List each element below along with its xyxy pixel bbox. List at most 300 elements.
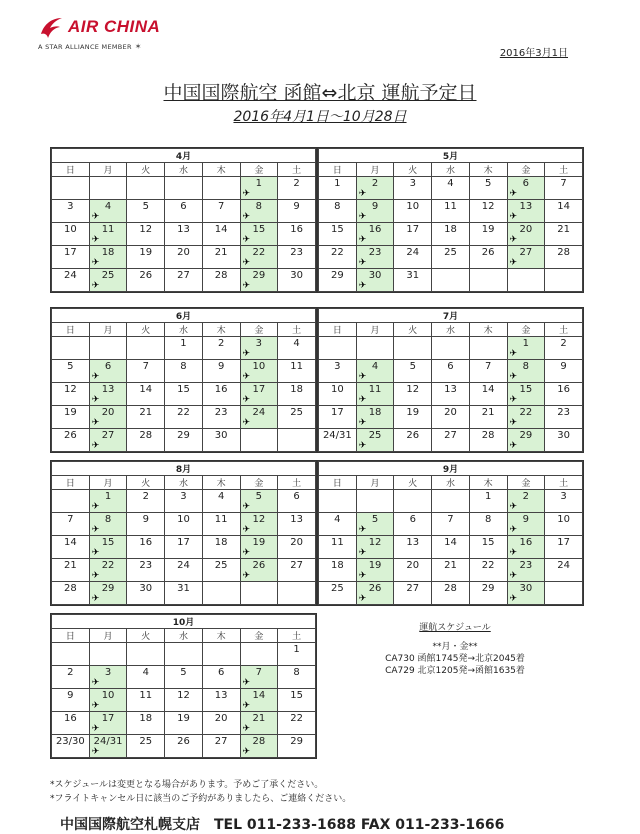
day-cell xyxy=(507,383,545,406)
day-number: 29 xyxy=(519,430,533,441)
day-cell xyxy=(165,689,203,712)
day-cell xyxy=(356,269,394,292)
day-cell xyxy=(240,490,278,513)
weekday-label: 木 xyxy=(469,163,507,177)
day-cell xyxy=(319,513,357,536)
weekday-label: 火 xyxy=(127,163,165,177)
day-number: 3 xyxy=(67,201,74,212)
weekday-label: 火 xyxy=(127,629,165,643)
day-cell xyxy=(394,383,432,406)
day-cell xyxy=(202,177,240,200)
day-cell xyxy=(240,383,278,406)
day-number: 7 xyxy=(484,361,492,372)
day-cell xyxy=(278,582,316,605)
airplane-icon: ✈ xyxy=(242,258,251,268)
day-number: 16 xyxy=(557,384,570,395)
airplane-icon: ✈ xyxy=(358,372,367,382)
day-cell xyxy=(319,337,357,360)
day-number: 5 xyxy=(409,361,416,372)
day-number: 2 xyxy=(217,338,225,349)
airplane-icon: ✈ xyxy=(91,678,100,688)
day-cell xyxy=(240,666,278,689)
day-number: 25 xyxy=(214,560,228,571)
month-calendar xyxy=(50,147,317,293)
day-cell xyxy=(240,712,278,735)
day-number: 30 xyxy=(368,270,382,281)
day-cell xyxy=(240,269,278,292)
month-name: 4月 xyxy=(52,149,316,163)
day-number: 23/30 xyxy=(55,736,85,747)
weekday-label: 月 xyxy=(89,629,127,643)
day-number: 10 xyxy=(177,514,190,525)
day-cell xyxy=(319,383,357,406)
air-china-logo xyxy=(38,14,198,66)
day-number: 10 xyxy=(101,690,115,701)
day-cell xyxy=(165,712,203,735)
day-number: 18 xyxy=(139,713,153,724)
day-number: 15 xyxy=(252,224,266,235)
airplane-icon: ✈ xyxy=(242,349,251,359)
day-number: 2 xyxy=(67,667,74,678)
phoenix-logo-icon xyxy=(38,14,64,40)
day-number: 22 xyxy=(519,407,533,418)
day-cell xyxy=(52,177,90,200)
day-number: 6 xyxy=(447,361,454,372)
day-cell xyxy=(240,246,278,269)
day-cell xyxy=(52,337,90,360)
day-number: 23 xyxy=(519,560,533,571)
day-cell xyxy=(278,666,316,689)
day-number: 11 xyxy=(214,514,228,525)
month-calendar xyxy=(50,460,317,606)
day-cell xyxy=(356,406,394,429)
day-cell xyxy=(89,406,127,429)
day-cell xyxy=(202,582,240,605)
month-name: 8月 xyxy=(52,462,316,476)
day-cell xyxy=(89,582,127,605)
day-number: 9 xyxy=(142,514,149,525)
day-cell xyxy=(127,536,165,559)
day-cell xyxy=(356,360,394,383)
day-number: 26 xyxy=(252,560,266,571)
day-number: 15 xyxy=(519,384,533,395)
day-number: 24/31 xyxy=(322,430,352,441)
day-number: 21 xyxy=(444,560,457,571)
day-cell xyxy=(165,429,203,452)
day-cell xyxy=(89,666,127,689)
day-cell xyxy=(394,582,432,605)
day-cell xyxy=(89,177,127,200)
day-cell xyxy=(278,689,316,712)
day-cell xyxy=(202,643,240,666)
day-number: 10 xyxy=(330,384,344,395)
airplane-icon: ✈ xyxy=(509,571,518,581)
day-number: 23 xyxy=(368,247,382,258)
day-cell xyxy=(356,337,394,360)
day-cell xyxy=(89,269,127,292)
day-cell xyxy=(394,536,432,559)
day-cell xyxy=(432,429,470,452)
day-number: 18 xyxy=(214,537,228,548)
day-cell xyxy=(127,689,165,712)
day-cell xyxy=(165,337,203,360)
day-cell xyxy=(127,643,165,666)
day-cell xyxy=(165,246,203,269)
day-cell xyxy=(394,513,432,536)
weekday-label: 火 xyxy=(127,323,165,337)
day-cell xyxy=(127,360,165,383)
day-number: 6 xyxy=(293,491,300,502)
day-number: 29 xyxy=(290,736,303,747)
weekday-label: 月 xyxy=(356,323,394,337)
airplane-icon: ✈ xyxy=(91,548,100,558)
day-cell xyxy=(545,269,583,292)
day-number: 14 xyxy=(63,537,77,548)
day-number: 19 xyxy=(406,407,420,418)
weekday-label: 金 xyxy=(240,629,278,643)
day-number: 24 xyxy=(557,560,570,571)
flight-ca730: CA730 函館1745発→北京2045着 xyxy=(385,654,525,664)
day-cell xyxy=(469,513,507,536)
weekday-label: 木 xyxy=(202,323,240,337)
weekday-label: 金 xyxy=(507,323,545,337)
day-cell xyxy=(278,735,316,758)
day-number: 12 xyxy=(177,690,190,701)
day-cell xyxy=(127,582,165,605)
weekday-label: 水 xyxy=(165,629,203,643)
weekday-label: 木 xyxy=(202,476,240,490)
day-number: 13 xyxy=(406,537,420,548)
day-number: 25 xyxy=(368,430,382,441)
day-number: 18 xyxy=(330,560,344,571)
day-cell xyxy=(52,383,90,406)
day-number: 27 xyxy=(406,583,420,594)
airplane-icon: ✈ xyxy=(91,372,100,382)
day-number: 1 xyxy=(293,644,300,655)
day-number: 2 xyxy=(142,491,149,502)
day-cell xyxy=(545,582,583,605)
schedule-days: **月・金** xyxy=(432,642,478,652)
airplane-icon: ✈ xyxy=(242,701,251,711)
day-number: 23 xyxy=(214,407,228,418)
day-cell xyxy=(89,360,127,383)
day-number: 5 xyxy=(255,491,263,502)
day-cell xyxy=(319,246,357,269)
day-number: 27 xyxy=(101,430,115,441)
month-name: 5月 xyxy=(319,149,583,163)
airplane-icon: ✈ xyxy=(509,189,518,199)
day-cell xyxy=(394,559,432,582)
day-number: 12 xyxy=(63,384,77,395)
day-number: 3 xyxy=(409,178,416,189)
day-cell xyxy=(356,383,394,406)
day-cell xyxy=(52,689,90,712)
day-number: 4 xyxy=(447,178,454,189)
airplane-icon: ✈ xyxy=(242,395,251,405)
airplane-icon: ✈ xyxy=(91,747,100,757)
day-cell xyxy=(278,513,316,536)
day-number: 4 xyxy=(142,667,149,678)
day-cell xyxy=(469,223,507,246)
weekday-label: 木 xyxy=(202,629,240,643)
day-cell xyxy=(52,269,90,292)
day-number: 15 xyxy=(101,537,115,548)
day-number: 14 xyxy=(557,201,570,212)
weekday-label: 金 xyxy=(507,476,545,490)
day-cell xyxy=(278,177,316,200)
day-number: 16 xyxy=(139,537,153,548)
airplane-icon: ✈ xyxy=(509,395,518,405)
day-cell xyxy=(469,406,507,429)
day-number: 9 xyxy=(522,514,530,525)
day-cell xyxy=(89,429,127,452)
airplane-icon: ✈ xyxy=(358,594,367,604)
day-cell xyxy=(394,337,432,360)
day-cell xyxy=(278,712,316,735)
day-cell xyxy=(356,513,394,536)
day-number: 5 xyxy=(180,667,187,678)
day-cell xyxy=(127,246,165,269)
day-number: 23 xyxy=(139,560,153,571)
day-cell xyxy=(165,643,203,666)
day-cell xyxy=(319,406,357,429)
day-cell xyxy=(165,666,203,689)
weekday-label: 土 xyxy=(545,323,583,337)
day-number: 11 xyxy=(368,384,382,395)
day-number: 21 xyxy=(481,407,495,418)
day-number: 7 xyxy=(560,178,567,189)
day-cell xyxy=(356,582,394,605)
day-cell xyxy=(165,269,203,292)
day-cell xyxy=(356,536,394,559)
day-number: 29 xyxy=(330,270,344,281)
day-number: 27 xyxy=(519,247,533,258)
day-number: 22 xyxy=(330,247,344,258)
day-number: 4 xyxy=(217,491,225,502)
day-number: 17 xyxy=(406,224,420,235)
day-cell xyxy=(202,712,240,735)
day-number: 26 xyxy=(139,270,153,281)
day-cell xyxy=(278,337,316,360)
day-cell xyxy=(394,490,432,513)
day-cell xyxy=(202,735,240,758)
day-number: 18 xyxy=(368,407,382,418)
day-cell xyxy=(89,689,127,712)
day-cell xyxy=(469,200,507,223)
day-cell xyxy=(319,429,357,452)
airplane-icon: ✈ xyxy=(242,418,251,428)
airplane-icon: ✈ xyxy=(91,441,100,451)
weekday-label: 土 xyxy=(278,323,316,337)
day-cell xyxy=(52,490,90,513)
day-number: 13 xyxy=(177,224,190,235)
day-cell xyxy=(278,383,316,406)
day-cell xyxy=(89,536,127,559)
day-number: 6 xyxy=(180,201,187,212)
airplane-icon: ✈ xyxy=(242,571,251,581)
airplane-icon: ✈ xyxy=(358,548,367,558)
note-cancellation: *フライトキャンセル日に該当のご予約がありましたら、ご連絡ください。 xyxy=(50,794,352,804)
note-schedule-change: *スケジュールは変更となる場合があります。予めご了承ください。 xyxy=(50,780,324,790)
day-cell xyxy=(432,360,470,383)
day-cell xyxy=(507,269,545,292)
weekday-label: 水 xyxy=(432,476,470,490)
day-number: 2 xyxy=(371,178,379,189)
day-number: 17 xyxy=(101,713,115,724)
day-cell xyxy=(127,177,165,200)
day-cell xyxy=(319,536,357,559)
weekday-label: 火 xyxy=(394,323,432,337)
day-number: 6 xyxy=(104,361,112,372)
day-number: 31 xyxy=(177,583,190,594)
day-cell xyxy=(545,406,583,429)
day-number: 8 xyxy=(293,667,300,678)
airplane-icon: ✈ xyxy=(509,258,518,268)
airplane-icon: ✈ xyxy=(91,724,100,734)
day-number: 6 xyxy=(522,178,530,189)
day-cell xyxy=(507,536,545,559)
day-cell xyxy=(89,735,127,758)
day-number: 8 xyxy=(334,201,341,212)
day-cell xyxy=(89,513,127,536)
weekday-label: 日 xyxy=(319,323,357,337)
airplane-icon: ✈ xyxy=(91,571,100,581)
airplane-icon: ✈ xyxy=(358,418,367,428)
day-number: 7 xyxy=(217,201,225,212)
day-number: 28 xyxy=(252,736,266,747)
day-cell xyxy=(356,490,394,513)
day-number: 18 xyxy=(444,224,457,235)
day-cell xyxy=(165,559,203,582)
day-number: 26 xyxy=(177,736,190,747)
day-cell xyxy=(507,360,545,383)
day-number: 8 xyxy=(255,201,263,212)
day-cell xyxy=(469,582,507,605)
day-cell xyxy=(469,490,507,513)
day-number: 20 xyxy=(214,713,228,724)
day-number: 12 xyxy=(368,537,382,548)
day-cell xyxy=(127,513,165,536)
day-number: 16 xyxy=(368,224,382,235)
day-number: 27 xyxy=(290,560,303,571)
day-number: 19 xyxy=(139,247,153,258)
day-number: 10 xyxy=(406,201,420,212)
day-number: 16 xyxy=(63,713,77,724)
day-cell xyxy=(469,429,507,452)
weekday-label: 木 xyxy=(202,163,240,177)
airplane-icon: ✈ xyxy=(91,525,100,535)
day-cell xyxy=(89,383,127,406)
day-cell xyxy=(432,200,470,223)
branch-contact: 中国国際航空札幌支店 TEL 011-233-1688 FAX 011-233-1666 xyxy=(60,817,505,833)
airplane-icon: ✈ xyxy=(509,502,518,512)
airplane-icon: ✈ xyxy=(358,235,367,245)
day-number: 24 xyxy=(63,270,77,281)
day-number: 29 xyxy=(177,430,190,441)
airplane-icon: ✈ xyxy=(91,594,100,604)
day-cell xyxy=(127,223,165,246)
weekday-label: 日 xyxy=(52,163,90,177)
airplane-icon: ✈ xyxy=(242,747,251,757)
day-number: 23 xyxy=(290,247,303,258)
month-name: 7月 xyxy=(319,309,583,323)
day-cell xyxy=(165,735,203,758)
day-cell xyxy=(278,429,316,452)
month-name: 10月 xyxy=(52,615,316,629)
month-name: 9月 xyxy=(319,462,583,476)
day-cell xyxy=(507,406,545,429)
day-cell xyxy=(278,490,316,513)
day-cell xyxy=(165,223,203,246)
day-cell xyxy=(356,429,394,452)
day-number: 11 xyxy=(139,690,153,701)
day-cell xyxy=(469,177,507,200)
day-cell xyxy=(240,177,278,200)
day-number: 10 xyxy=(63,224,77,235)
month-calendar xyxy=(317,307,584,453)
day-cell xyxy=(507,177,545,200)
day-number: 7 xyxy=(447,514,454,525)
month-calendar xyxy=(50,307,317,453)
day-cell xyxy=(432,513,470,536)
day-cell xyxy=(89,712,127,735)
day-cell xyxy=(319,582,357,605)
day-cell xyxy=(240,513,278,536)
day-cell xyxy=(278,223,316,246)
weekday-label: 水 xyxy=(165,163,203,177)
airplane-icon: ✈ xyxy=(91,502,100,512)
day-cell xyxy=(89,200,127,223)
day-cell xyxy=(127,406,165,429)
day-cell xyxy=(240,536,278,559)
day-cell xyxy=(89,490,127,513)
day-number: 26 xyxy=(63,430,77,441)
day-cell xyxy=(240,337,278,360)
day-cell xyxy=(507,582,545,605)
flight-ca729: CA729 北京1205発→函館1635着 xyxy=(385,666,525,676)
day-number: 15 xyxy=(330,224,344,235)
day-number: 28 xyxy=(63,583,77,594)
day-number: 1 xyxy=(180,338,187,349)
day-number: 3 xyxy=(104,667,112,678)
day-number: 19 xyxy=(481,224,495,235)
day-cell xyxy=(356,177,394,200)
day-cell xyxy=(52,666,90,689)
day-number: 26 xyxy=(406,430,420,441)
day-number: 25 xyxy=(139,736,153,747)
day-number: 13 xyxy=(214,690,228,701)
day-number: 27 xyxy=(214,736,228,747)
day-number: 14 xyxy=(139,384,153,395)
weekday-label: 日 xyxy=(52,323,90,337)
day-cell xyxy=(545,559,583,582)
weekday-label: 水 xyxy=(432,163,470,177)
day-number: 24 xyxy=(177,560,190,571)
day-number: 15 xyxy=(290,690,303,701)
day-cell xyxy=(507,223,545,246)
day-number: 2 xyxy=(293,178,300,189)
day-cell xyxy=(240,689,278,712)
day-number: 22 xyxy=(290,713,303,724)
day-number: 17 xyxy=(330,407,344,418)
day-cell xyxy=(278,559,316,582)
day-number: 14 xyxy=(252,690,266,701)
day-cell xyxy=(127,383,165,406)
day-number: 19 xyxy=(368,560,382,571)
day-cell xyxy=(240,429,278,452)
star-alliance-icon: ✶ xyxy=(134,42,142,51)
day-number: 17 xyxy=(177,537,190,548)
